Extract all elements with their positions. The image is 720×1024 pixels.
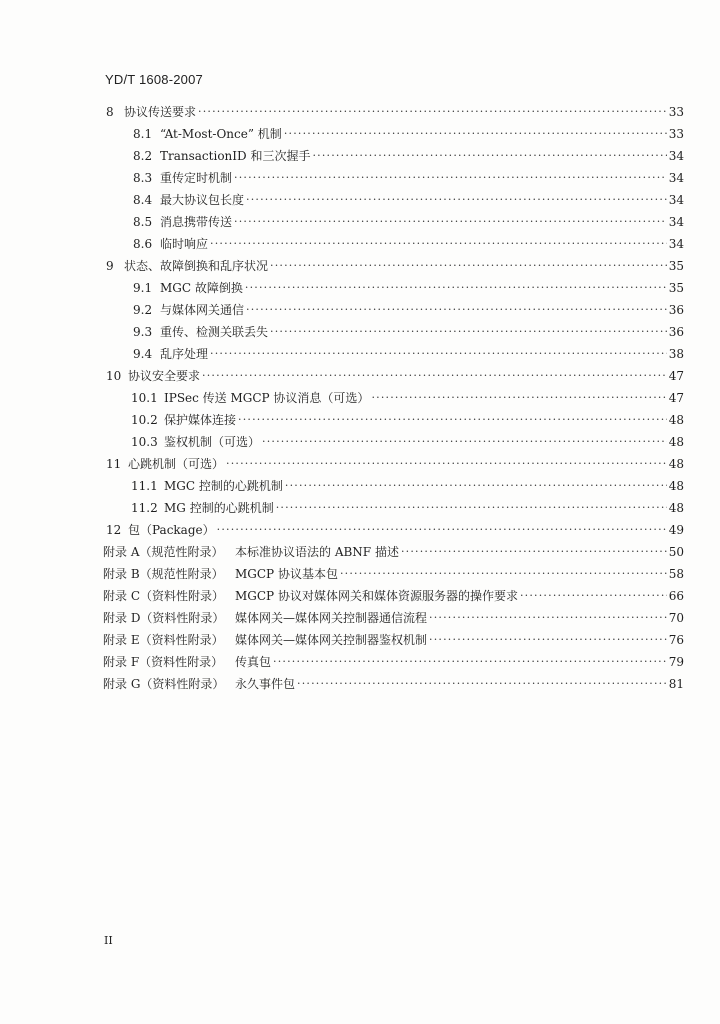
toc-entry-title: 与媒体网关通信 [160,303,245,317]
toc-entry-number: 8.2 [133,149,153,163]
toc-entry-title: MG 控制的心跳机制 [164,501,274,515]
toc-dot-leader [262,435,667,449]
toc-entry-number: 10.1 [131,391,158,405]
toc-entry-number: 8.6 [133,237,153,251]
toc-entry-number: 附录 E（资料性附录） [103,633,224,647]
toc-entry [103,583,684,603]
toc-entry-number: 附录 A（规范性附录） [103,545,224,559]
toc-entry-title: 媒体网关—媒体网关控制器通信流程 [235,611,428,625]
toc-entry [103,539,684,559]
toc-entry-number: 附录 G（资料性附录） [103,677,225,691]
toc-entry-page: 81 [668,677,684,691]
toc-entry-title: IPSec 传送 MGCP 协议消息（可选） [164,391,370,405]
toc-entry [131,473,684,493]
toc-entry [103,671,684,691]
toc-dot-leader [198,105,667,119]
toc-entry-number: 8 [106,105,114,119]
toc-entry [106,451,684,471]
toc-entry-number: 附录 B（规范性附录） [103,567,224,581]
toc-entry-number: 9.2 [133,303,153,317]
toc-entry-page: 34 [668,193,684,207]
toc-dot-leader [238,413,667,427]
toc-entry-page: 48 [668,413,684,427]
toc-entry-number: 8.3 [133,171,153,185]
toc-entry-page: 34 [668,171,684,185]
toc-entry-title: TransactionID 和三次握手 [160,149,311,163]
toc-entry-title: MGC 控制的心跳机制 [164,479,283,493]
toc-entry-page: 34 [668,215,684,229]
toc-dot-leader [285,479,667,493]
toc-entry [131,495,684,515]
toc-entry [133,143,684,163]
toc-entry-page: 50 [668,545,684,559]
toc-entry [133,165,684,185]
toc-entry [133,319,684,339]
toc-entry-title: MGCP 协议对媒体网关和媒体资源服务器的操作要求 [235,589,518,603]
toc-entry-title: 传真包 [235,655,272,669]
toc-entry-number: 附录 C（资料性附录） [103,589,224,603]
toc-entry-title: 本标准协议语法的 ABNF 描述 [235,545,399,559]
toc-entry-page: 48 [668,435,684,449]
toc-entry-title: 永久事件包 [235,677,296,691]
toc-entry-page: 48 [668,479,684,493]
document-id-header: YD/T 1608-2007 [105,72,203,87]
toc-dot-leader [270,325,667,339]
toc-entry-page: 33 [668,127,684,141]
toc-entry-number: 8.1 [133,127,153,141]
toc-entry-number: 8.5 [133,215,153,229]
toc-entry-page: 35 [668,281,684,295]
toc-entry-title: 鉴权机制（可选） [164,435,261,449]
toc-entry [131,385,684,405]
toc-entry-page: 36 [668,325,684,339]
toc-entry-number: 11.1 [131,479,158,493]
toc-entry-title: 状态、故障倒换和乱序状况 [124,259,269,273]
toc-entry [133,209,684,229]
toc-entry-number: 附录 F（资料性附录） [103,655,224,669]
toc-entry-title: 协议传送要求 [124,105,197,119]
toc-dot-leader [217,523,667,537]
toc-entry-page: 47 [668,369,684,383]
toc-entry-page: 47 [668,391,684,405]
toc-entry [106,99,684,119]
toc-entry-number: 12 [106,523,122,537]
toc-entry-page: 58 [668,567,684,581]
toc-entry [103,627,684,647]
toc-entry [103,605,684,625]
toc-entry-title: 协议安全要求 [128,369,201,383]
toc-entry [133,297,684,317]
toc-entry-page: 76 [668,633,684,647]
toc-entry-page: 79 [668,655,684,669]
toc-entry-page: 48 [668,501,684,515]
toc-dot-leader [246,193,667,207]
toc-entry-page: 48 [668,457,684,471]
toc-entry-title: 最大协议包长度 [160,193,245,207]
toc-entry-title: 媒体网关—媒体网关控制器鉴权机制 [235,633,428,647]
toc-entry-number: 附录 D（资料性附录） [103,611,225,625]
toc-entry-number: 11.2 [131,501,158,515]
toc-dot-leader [284,127,667,141]
toc-entry-page: 36 [668,303,684,317]
toc-entry-number: 9.1 [133,281,153,295]
toc-dot-leader [401,545,667,559]
toc-entry [106,253,684,273]
toc-entry [133,187,684,207]
toc-entry-title: 包（Package） [128,523,215,537]
toc-dot-leader [202,369,667,383]
toc-dot-leader [429,633,667,647]
toc-entry [106,363,684,383]
toc-dot-leader [276,501,667,515]
toc-dot-leader [340,567,667,581]
toc-entry [131,407,684,427]
toc-entry-number: 9 [106,259,114,273]
toc-entry-page: 35 [668,259,684,273]
toc-dot-leader [234,215,667,229]
toc-entry-title: 重传、检测关联丢失 [160,325,269,339]
toc-entry-page: 33 [668,105,684,119]
toc-entry-title: 乱序处理 [160,347,209,361]
toc-entry-page: 34 [668,237,684,251]
toc-entry-title: MGC 故障倒换 [160,281,243,295]
toc-dot-leader [210,237,667,251]
toc-entry [133,231,684,251]
toc-dot-leader [246,303,667,317]
toc-entry [106,517,684,537]
toc-entry-page: 38 [668,347,684,361]
toc-entry [131,429,684,449]
toc-entry [103,561,684,581]
toc-dot-leader [270,259,667,273]
toc-entry [103,649,684,669]
toc-dot-leader [210,347,667,361]
toc-dot-leader [234,171,667,185]
toc-dot-leader [273,655,667,669]
toc-entry-title: 临时响应 [160,237,209,251]
toc-entry [133,275,684,295]
toc-entry-title: 保护媒体连接 [164,413,237,427]
toc-entry-number: 10 [106,369,122,383]
toc-entry-number: 8.4 [133,193,153,207]
toc-entry-title: 消息携带传送 [160,215,233,229]
page-number-footer: II [104,934,113,947]
toc-entry-number: 9.4 [133,347,153,361]
toc-entry-number: 10.3 [131,435,158,449]
toc-dot-leader [226,457,667,471]
toc-entry-page: 49 [668,523,684,537]
toc-entry-number: 9.3 [133,325,153,339]
toc-dot-leader [520,589,667,603]
toc-entry-page: 34 [668,149,684,163]
toc-entry-page: 66 [668,589,684,603]
toc-entry-title: 重传定时机制 [160,171,233,185]
toc-entry-title: 心跳机制（可选） [128,457,225,471]
toc-entry-number: 11 [106,457,122,471]
toc-dot-leader [312,149,666,163]
toc-dot-leader [429,611,667,625]
toc-entry-page: 70 [668,611,684,625]
toc-entry-title: MGCP 协议基本包 [235,567,338,581]
toc-entry-title: “At-Most-Once” 机制 [160,127,282,141]
toc-dot-leader [371,391,666,405]
toc-dot-leader [245,281,667,295]
toc-entry-number: 10.2 [131,413,158,427]
toc-entry [133,121,684,141]
toc-entry [133,341,684,361]
toc-dot-leader [297,677,667,691]
